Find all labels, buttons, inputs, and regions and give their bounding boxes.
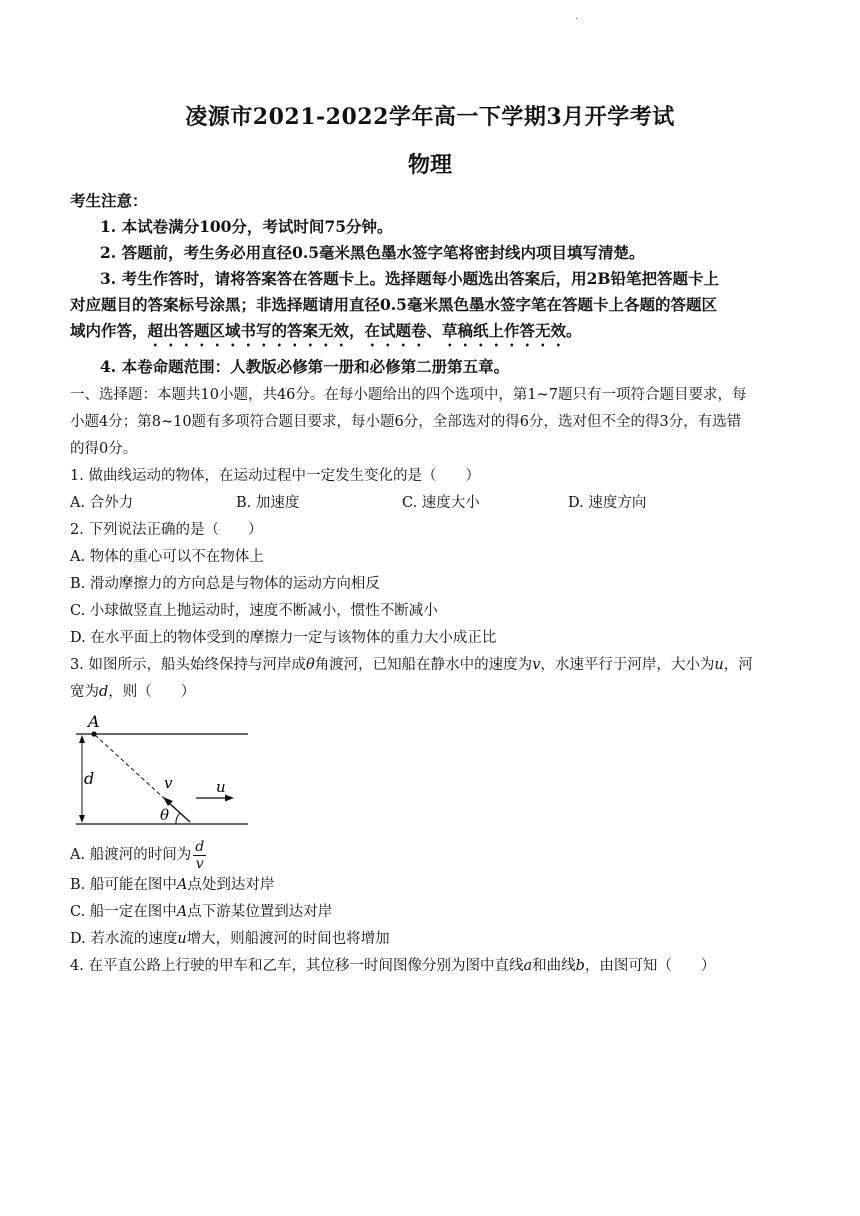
water-velocity-arrowhead xyxy=(225,795,234,802)
river-crossing-figure xyxy=(72,710,252,828)
q3-option-d: D. 若水流的速度u增大，则船渡河的时间也将增加 xyxy=(70,931,390,947)
q1-stem: 1. 做曲线运动的物体，在运动过程中一定发生变化的是（ ） xyxy=(70,468,480,484)
notice-item-1: 1. 本试卷满分100分，考试时间75分钟。 xyxy=(100,217,393,236)
notice-item-3: 3. 考生作答时，请将答案答在答题卡上。选择题每小题选出答案后，用2B铅笔把答题卡上 xyxy=(100,269,719,288)
exam-subject: 物理 xyxy=(407,152,452,178)
notice-item-3-cont: 对应题目的答案标号涂黑；非选择题请用直径0.5毫米黑色墨水签字笔在答题卡上各题的答题区 xyxy=(70,295,717,314)
q2-option-c: C. 小球做竖直上抛运动时，速度不断减小，惯性不断减小 xyxy=(70,603,438,619)
notice-item-4: 4. 本卷命题范围：人教版必修第一册和必修第二册第五章。 xyxy=(100,357,510,376)
width-arrow-bottom-head xyxy=(79,815,85,823)
notice-item-3-end: 域内作答，超出答题区域书写的答案无效，在试题卷、草稿纸上作答无效。 xyxy=(70,321,582,340)
q3-option-b: B. 船可能在图中A点处到达对岸 xyxy=(70,877,275,893)
q2-option-a: A. 物体的重心可以不在物体上 xyxy=(70,549,264,565)
section1-line-3: 的得0分。 xyxy=(70,441,138,457)
label-u: u xyxy=(216,778,226,796)
q3-option-c: C. 船一定在图中A点下游某位置到达对岸 xyxy=(70,904,333,920)
theta-arc xyxy=(176,813,180,824)
q3-stem-line-2: 宽为d，则（ ） xyxy=(70,684,196,700)
theta-symbol: θ xyxy=(305,657,315,673)
label-v: v xyxy=(164,774,173,792)
boat-velocity-line xyxy=(168,802,190,822)
q2-option-d: D. 在水平面上的物体受到的摩擦力一定与该物体的重力大小成正比 xyxy=(70,630,497,646)
q1-option-c: C. 速度大小 xyxy=(402,495,480,511)
v-symbol: v xyxy=(532,657,541,673)
q1-option-a: A. 合外力 xyxy=(70,495,134,511)
label-d: d xyxy=(84,769,95,788)
q1-options xyxy=(70,490,794,517)
q1-option-b: B. 加速度 xyxy=(236,495,300,511)
q1-option-d: D. 速度方向 xyxy=(568,495,647,511)
header-dot: · xyxy=(575,14,579,25)
section1-line-2: 小题4分；第8~10题有多项符合题目要求，每小题6分，全部选对的得6分，选对但不全的得3分，有选错 xyxy=(70,414,742,430)
label-theta: θ xyxy=(160,806,170,824)
exam-content xyxy=(70,188,794,980)
d-over-v-fraction: $\frac{d}{v}$ xyxy=(195,838,205,872)
q2-stem: 2. 下列说法正确的是（ ） xyxy=(70,522,263,538)
d-symbol: d xyxy=(99,684,109,700)
u-symbol: u xyxy=(714,657,724,673)
width-arrow-top-head xyxy=(79,735,85,743)
q3-option-a: A. 船渡河的时间为 $\frac{d}{v}$ xyxy=(70,838,205,872)
label-a: A xyxy=(88,712,100,731)
notice-item-2: 2. 答题前，考生务必用直径0.5毫米黑色墨水签字笔将密封线内项目填写清楚。 xyxy=(100,243,645,262)
q4-stem: 4. 在平直公路上行驶的甲车和乙车，其位移一时间图像分别为图中直线a和曲线b，由图可知（ ） xyxy=(70,958,716,974)
exam-title: 凌源市2021-2022学年高一下学期3月开学考试 xyxy=(185,104,675,130)
notice-heading: 考生注意： xyxy=(70,191,148,210)
q2-option-b: B. 滑动摩擦力的方向总是与物体的运动方向相反 xyxy=(70,576,380,592)
section1-line-1: 一、选择题：本题共10小题，共46分。在每小题给出的四个选项中，第1~7题只有一项符合题目要求，每 xyxy=(70,387,747,403)
emphasis-text: 超出答题区域书写的答案无效，在试题卷、草稿纸上作答无效。 xyxy=(147,321,582,340)
q3-stem-line-1: 3. 如图所示，船头始终保持与河岸成θ角渡河，已知船在静水中的速度为v，水速平行于河岸，大小为u，河 xyxy=(70,657,753,673)
